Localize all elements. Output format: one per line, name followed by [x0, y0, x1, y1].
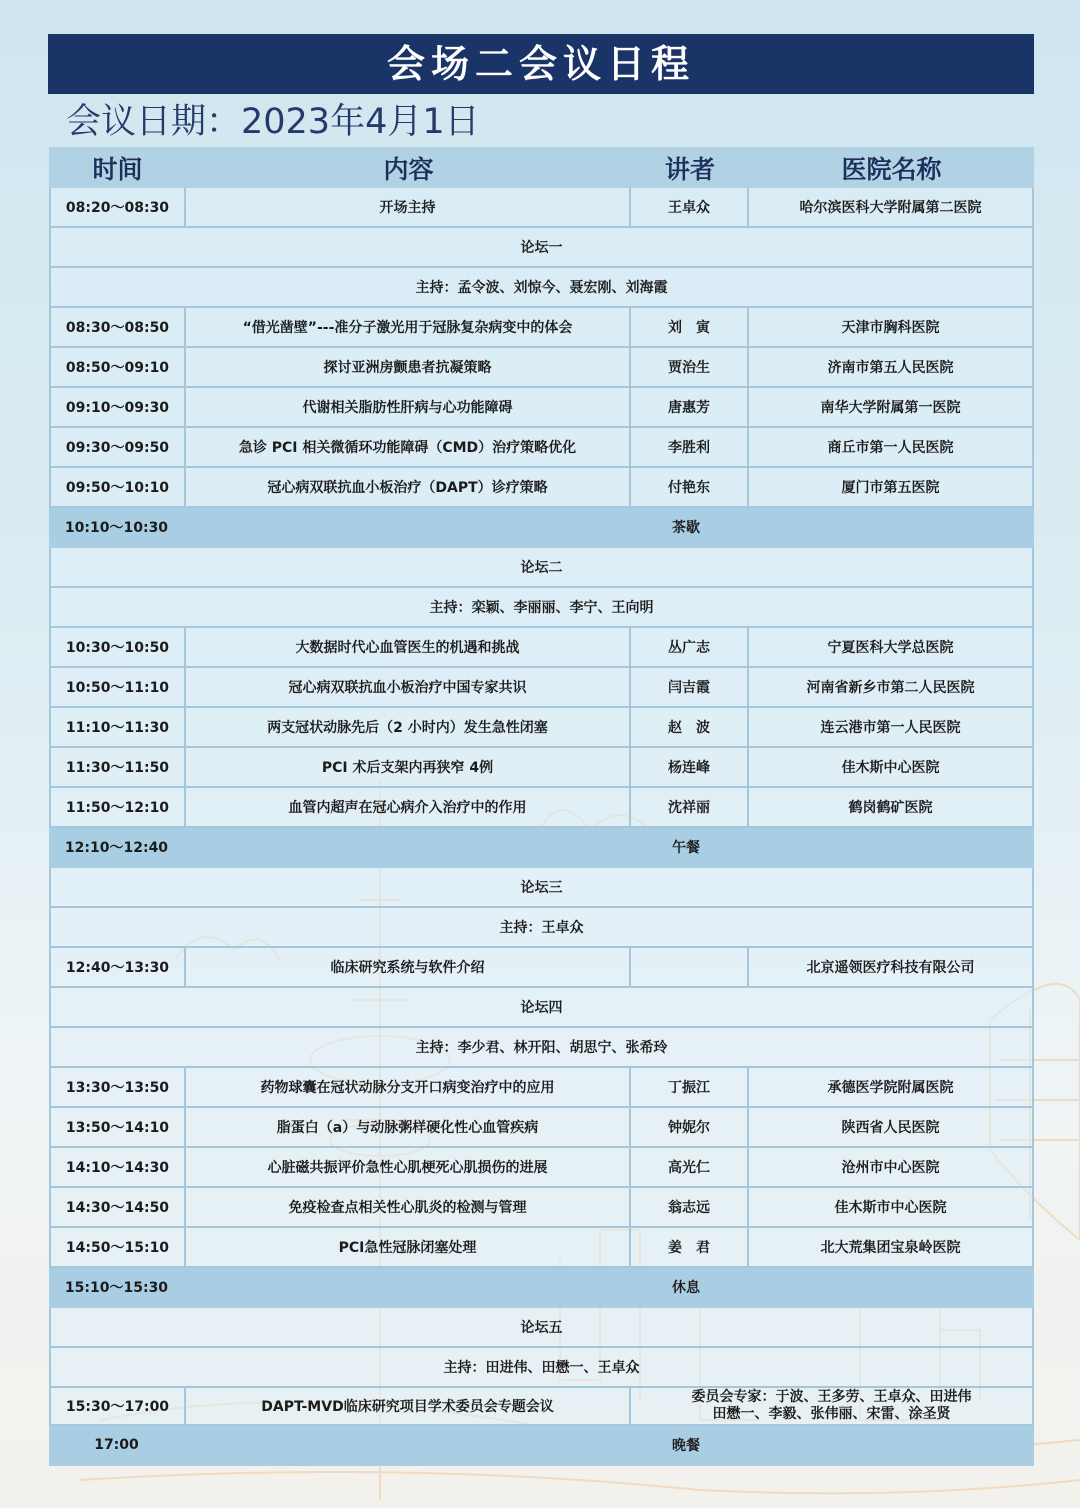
content-cell: 探讨亚洲房颤患者抗凝策略	[186, 348, 631, 388]
hospital-cell: 佳木斯中心医院	[749, 748, 1034, 788]
hospital-cell: 宁夏医科大学总医院	[749, 628, 1034, 668]
table-row	[49, 748, 1034, 788]
time-cell: 11:50～12:10	[49, 788, 186, 828]
table-row	[49, 708, 1034, 748]
section-cell: 主持：田进伟、田懋一、王卓众	[49, 1348, 1034, 1388]
speaker-cell: 李胜利	[631, 428, 749, 468]
table-header	[49, 147, 1034, 188]
table-row	[49, 948, 1034, 988]
panel-line: 委员会专家：于波、王多劳、王卓众、田进伟	[691, 1389, 972, 1405]
section-cell: 主持：栾颖、李丽丽、李宁、王向明	[49, 588, 1034, 628]
section-cell: 论坛四	[49, 988, 1034, 1028]
time-cell: 11:10～11:30	[49, 708, 186, 748]
speaker-cell: 姜 君	[631, 1228, 749, 1268]
content-cell: 心脏磁共振评价急性心肌梗死心肌损伤的进展	[186, 1148, 631, 1188]
section-cell: 论坛五	[49, 1308, 1034, 1348]
hospital-cell: 厦门市第五医院	[749, 468, 1034, 508]
table-row	[49, 1148, 1034, 1188]
speaker-cell: 杨连峰	[631, 748, 749, 788]
header-content: 内容	[383, 154, 434, 184]
time-cell: 14:10～14:30	[49, 1148, 186, 1188]
content-cell: 免疫检查点相关性心肌炎的检测与管理	[186, 1188, 631, 1228]
speaker-cell: 闫吉霞	[631, 668, 749, 708]
break-cell: 午餐	[186, 828, 1034, 868]
table-row	[49, 348, 1034, 388]
content-cell: DAPT-MVD临床研究项目学术委员会专题会议	[186, 1388, 631, 1426]
content-cell: PCI 术后支架内再狭窄 4例	[186, 748, 631, 788]
section-row	[49, 988, 1034, 1028]
time-cell: 10:30～10:50	[49, 628, 186, 668]
time-cell: 08:30～08:50	[49, 308, 186, 348]
time-cell: 12:40～13:30	[49, 948, 186, 988]
section-cell: 论坛二	[49, 548, 1034, 588]
page-title: 会场二会议日程	[48, 34, 1034, 94]
section-cell: 论坛三	[49, 868, 1034, 908]
content-cell: 血管内超声在冠心病介入治疗中的作用	[186, 788, 631, 828]
time-cell: 09:30～09:50	[49, 428, 186, 468]
table-row	[49, 468, 1034, 508]
content-cell: 开场主持	[186, 188, 631, 228]
speaker-cell: 翁志远	[631, 1188, 749, 1228]
hospital-cell: 承德医学院附属医院	[749, 1068, 1034, 1108]
table-row	[49, 788, 1034, 828]
break-cell: 茶歇	[186, 508, 1034, 548]
hospital-cell: 连云港市第一人民医院	[749, 708, 1034, 748]
table-row	[49, 1068, 1034, 1108]
panel-line: 田懋一、李毅、张伟丽、宋雷、涂圣贤	[712, 1406, 951, 1422]
speaker-cell: 丛广志	[631, 628, 749, 668]
speaker-cell: 丁振江	[631, 1068, 749, 1108]
speaker-cell: 付艳东	[631, 468, 749, 508]
section-cell: 主持：孟令波、刘惊今、聂宏刚、刘海霞	[49, 268, 1034, 308]
time-cell: 13:30～13:50	[49, 1068, 186, 1108]
time-cell: 09:50～10:10	[49, 468, 186, 508]
table-row	[49, 308, 1034, 348]
time-cell: 15:30～17:00	[49, 1388, 186, 1426]
section-row	[49, 268, 1034, 308]
speaker-cell: 贾治生	[631, 348, 749, 388]
speaker-cell	[631, 948, 749, 988]
hospital-cell: 沧州市中心医院	[749, 1148, 1034, 1188]
content-cell: 药物球囊在冠状动脉分支开口病变治疗中的应用	[186, 1068, 631, 1108]
speaker-cell: 王卓众	[631, 188, 749, 228]
hospital-cell: 佳木斯市中心医院	[749, 1188, 1034, 1228]
break-row	[49, 828, 1034, 868]
table-row	[49, 428, 1034, 468]
table-row	[49, 188, 1034, 228]
time-cell: 14:50～15:10	[49, 1228, 186, 1268]
table-row	[49, 388, 1034, 428]
hospital-cell: 哈尔滨医科大学附属第二医院	[749, 188, 1034, 228]
table-row	[49, 1188, 1034, 1228]
content-cell: 大数据时代心血管医生的机遇和挑战	[186, 628, 631, 668]
hospital-cell: 天津市胸科医院	[749, 308, 1034, 348]
hospital-cell: 北大荒集团宝泉岭医院	[749, 1228, 1034, 1268]
time-cell: 12:10～12:40	[49, 828, 186, 868]
hospital-cell: 鹤岗鹤矿医院	[749, 788, 1034, 828]
hospital-cell: 北京遥领医疗科技有限公司	[749, 948, 1034, 988]
header-speaker: 讲者	[664, 154, 715, 184]
content-cell: 急诊 PCI 相关微循环功能障碍（CMD）治疗策略优化	[186, 428, 631, 468]
table-row	[49, 1228, 1034, 1268]
break-row	[49, 1268, 1034, 1308]
section-row	[49, 588, 1034, 628]
table-row	[49, 1388, 1034, 1426]
section-cell: 主持：王卓众	[49, 908, 1034, 948]
section-row	[49, 548, 1034, 588]
content-cell: PCI急性冠脉闭塞处理	[186, 1228, 631, 1268]
panel-experts-cell	[631, 1388, 1034, 1426]
content-cell: 两支冠状动脉先后（2 小时内）发生急性闭塞	[186, 708, 631, 748]
speaker-cell: 沈祥丽	[631, 788, 749, 828]
break-cell: 休息	[186, 1268, 1034, 1308]
speaker-cell: 赵 波	[631, 708, 749, 748]
time-cell: 08:50～09:10	[49, 348, 186, 388]
section-row	[49, 908, 1034, 948]
table-row	[49, 628, 1034, 668]
content-cell: 脂蛋白（a）与动脉粥样硬化性心血管疾病	[186, 1108, 631, 1148]
header-hospital: 医院名称	[841, 154, 942, 184]
section-row	[49, 1308, 1034, 1348]
section-cell: 主持：李少君、林开阳、胡思宁、张希玲	[49, 1028, 1034, 1068]
hospital-cell: 河南省新乡市第二人民医院	[749, 668, 1034, 708]
meeting-date: 会议日期：2023年4月1日	[66, 102, 480, 142]
time-cell: 08:20～08:30	[49, 188, 186, 228]
time-cell: 15:10～15:30	[49, 1268, 186, 1308]
content-cell: 冠心病双联抗血小板治疗（DAPT）诊疗策略	[186, 468, 631, 508]
hospital-cell: 南华大学附属第一医院	[749, 388, 1034, 428]
section-cell: 论坛一	[49, 228, 1034, 268]
time-cell: 10:50～11:10	[49, 668, 186, 708]
content-cell: 代谢相关脂肪性肝病与心功能障碍	[186, 388, 631, 428]
section-row	[49, 228, 1034, 268]
section-row	[49, 1028, 1034, 1068]
content-cell: 临床研究系统与软件介绍	[186, 948, 631, 988]
table-row	[49, 1108, 1034, 1148]
speaker-cell: 唐惠芳	[631, 388, 749, 428]
hospital-cell: 陕西省人民医院	[749, 1108, 1034, 1148]
speaker-cell: 刘 寅	[631, 308, 749, 348]
table-row	[49, 668, 1034, 708]
header-time: 时间	[92, 154, 143, 184]
section-row	[49, 1348, 1034, 1388]
speaker-cell: 钟妮尔	[631, 1108, 749, 1148]
time-cell: 17:00	[49, 1426, 186, 1466]
break-row	[49, 508, 1034, 548]
speaker-cell: 高光仁	[631, 1148, 749, 1188]
content-cell: 冠心病双联抗血小板治疗中国专家共识	[186, 668, 631, 708]
content-cell: “借光凿壁”---准分子激光用于冠脉复杂病变中的体会	[186, 308, 631, 348]
schedule-table	[49, 147, 1034, 1466]
time-cell: 13:50～14:10	[49, 1108, 186, 1148]
time-cell: 10:10～10:30	[49, 508, 186, 548]
break-cell: 晚餐	[186, 1426, 1034, 1466]
time-cell: 14:30～14:50	[49, 1188, 186, 1228]
section-row	[49, 868, 1034, 908]
break-row	[49, 1426, 1034, 1466]
time-cell: 11:30～11:50	[49, 748, 186, 788]
hospital-cell: 济南市第五人民医院	[749, 348, 1034, 388]
hospital-cell: 商丘市第一人民医院	[749, 428, 1034, 468]
time-cell: 09:10～09:30	[49, 388, 186, 428]
